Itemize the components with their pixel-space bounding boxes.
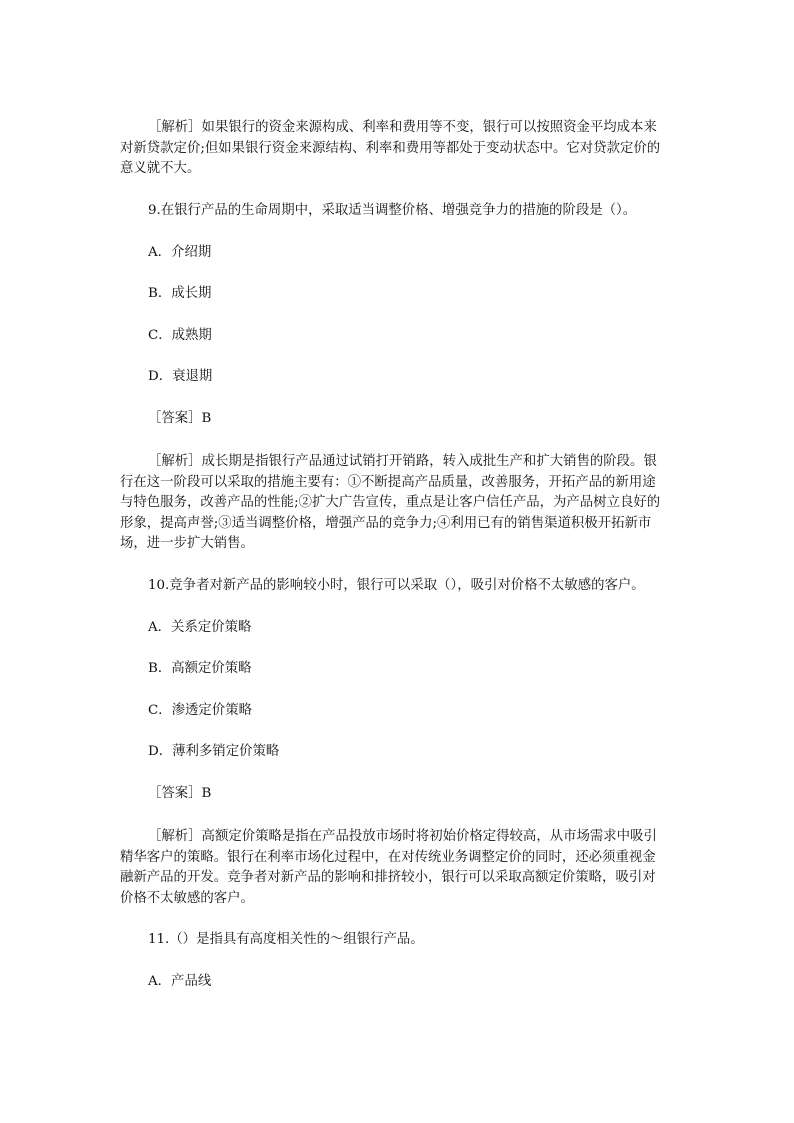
analysis-paragraph-q8: ［解析］如果银行的资金来源构成、利率和费用等不变，银行可以按照资金平均成本来对新贷款定价;但如果银行资金来源结构、利率和费用等都处于变动状态中。它对贷款定价的意义就不大。 bbox=[120, 120, 661, 176]
q9-option-c: C．成熟期 bbox=[148, 328, 212, 343]
q10-analysis: ［解析］高额定价策略是指在产品投放市场时将初始价格定得较高，从市场需求中吸引精华客户的策略。银行在利率市场化过程中，在对传统业务调整定价的同时，还必须重视金融新产品的开发。竞争者对新产品的影响和排挤较小，银行可以采取高额定价策略，吸引对价格不太敏感的客户。 bbox=[120, 829, 657, 906]
q9-option-b: B．成长期 bbox=[148, 286, 212, 301]
question-10: 10.竞争者对新产品的影响较小时，银行可以采取（），吸引对价格不太敏感的客户。 bbox=[148, 578, 645, 593]
q10-answer: ［答案］B bbox=[148, 786, 212, 801]
q10-option-c: C．渗透定价策略 bbox=[148, 703, 252, 718]
q9-option-d: D．衰退期 bbox=[148, 369, 213, 384]
q9-option-a: A．介绍期 bbox=[148, 245, 212, 260]
question-9: 9.在银行产品的生命周期中，采取适当调整价格、增强竞争力的措施的阶段是（）。 bbox=[148, 203, 637, 218]
q10-option-a: A．关系定价策略 bbox=[148, 620, 252, 635]
question-11: 11.（）是指具有高度相关性的～组银行产品。 bbox=[148, 932, 424, 947]
q9-answer: ［答案］B bbox=[148, 411, 212, 426]
q11-option-a: A．产品线 bbox=[148, 974, 212, 989]
q10-option-d: D．薄利多销定价策略 bbox=[148, 744, 280, 759]
q9-analysis: ［解析］成长期是指银行产品通过试销打开销路，转入成批生产和扩大销售的阶段。银行在这一阶段可以采取的措施主要有：①不断提高产品质量，改善服务，开拓产品的新用途与特色服务，改善产品的性能;②扩大广告宣传，重点是让客户信任产品，为产品树立良好的形象，提高声誉;③适当调整价格，增强产品的竞争力;④利用已有的销售渠道积极开拓新市场，进一步扩大销售。 bbox=[120, 454, 661, 551]
q10-option-b: B．高额定价策略 bbox=[148, 661, 252, 676]
